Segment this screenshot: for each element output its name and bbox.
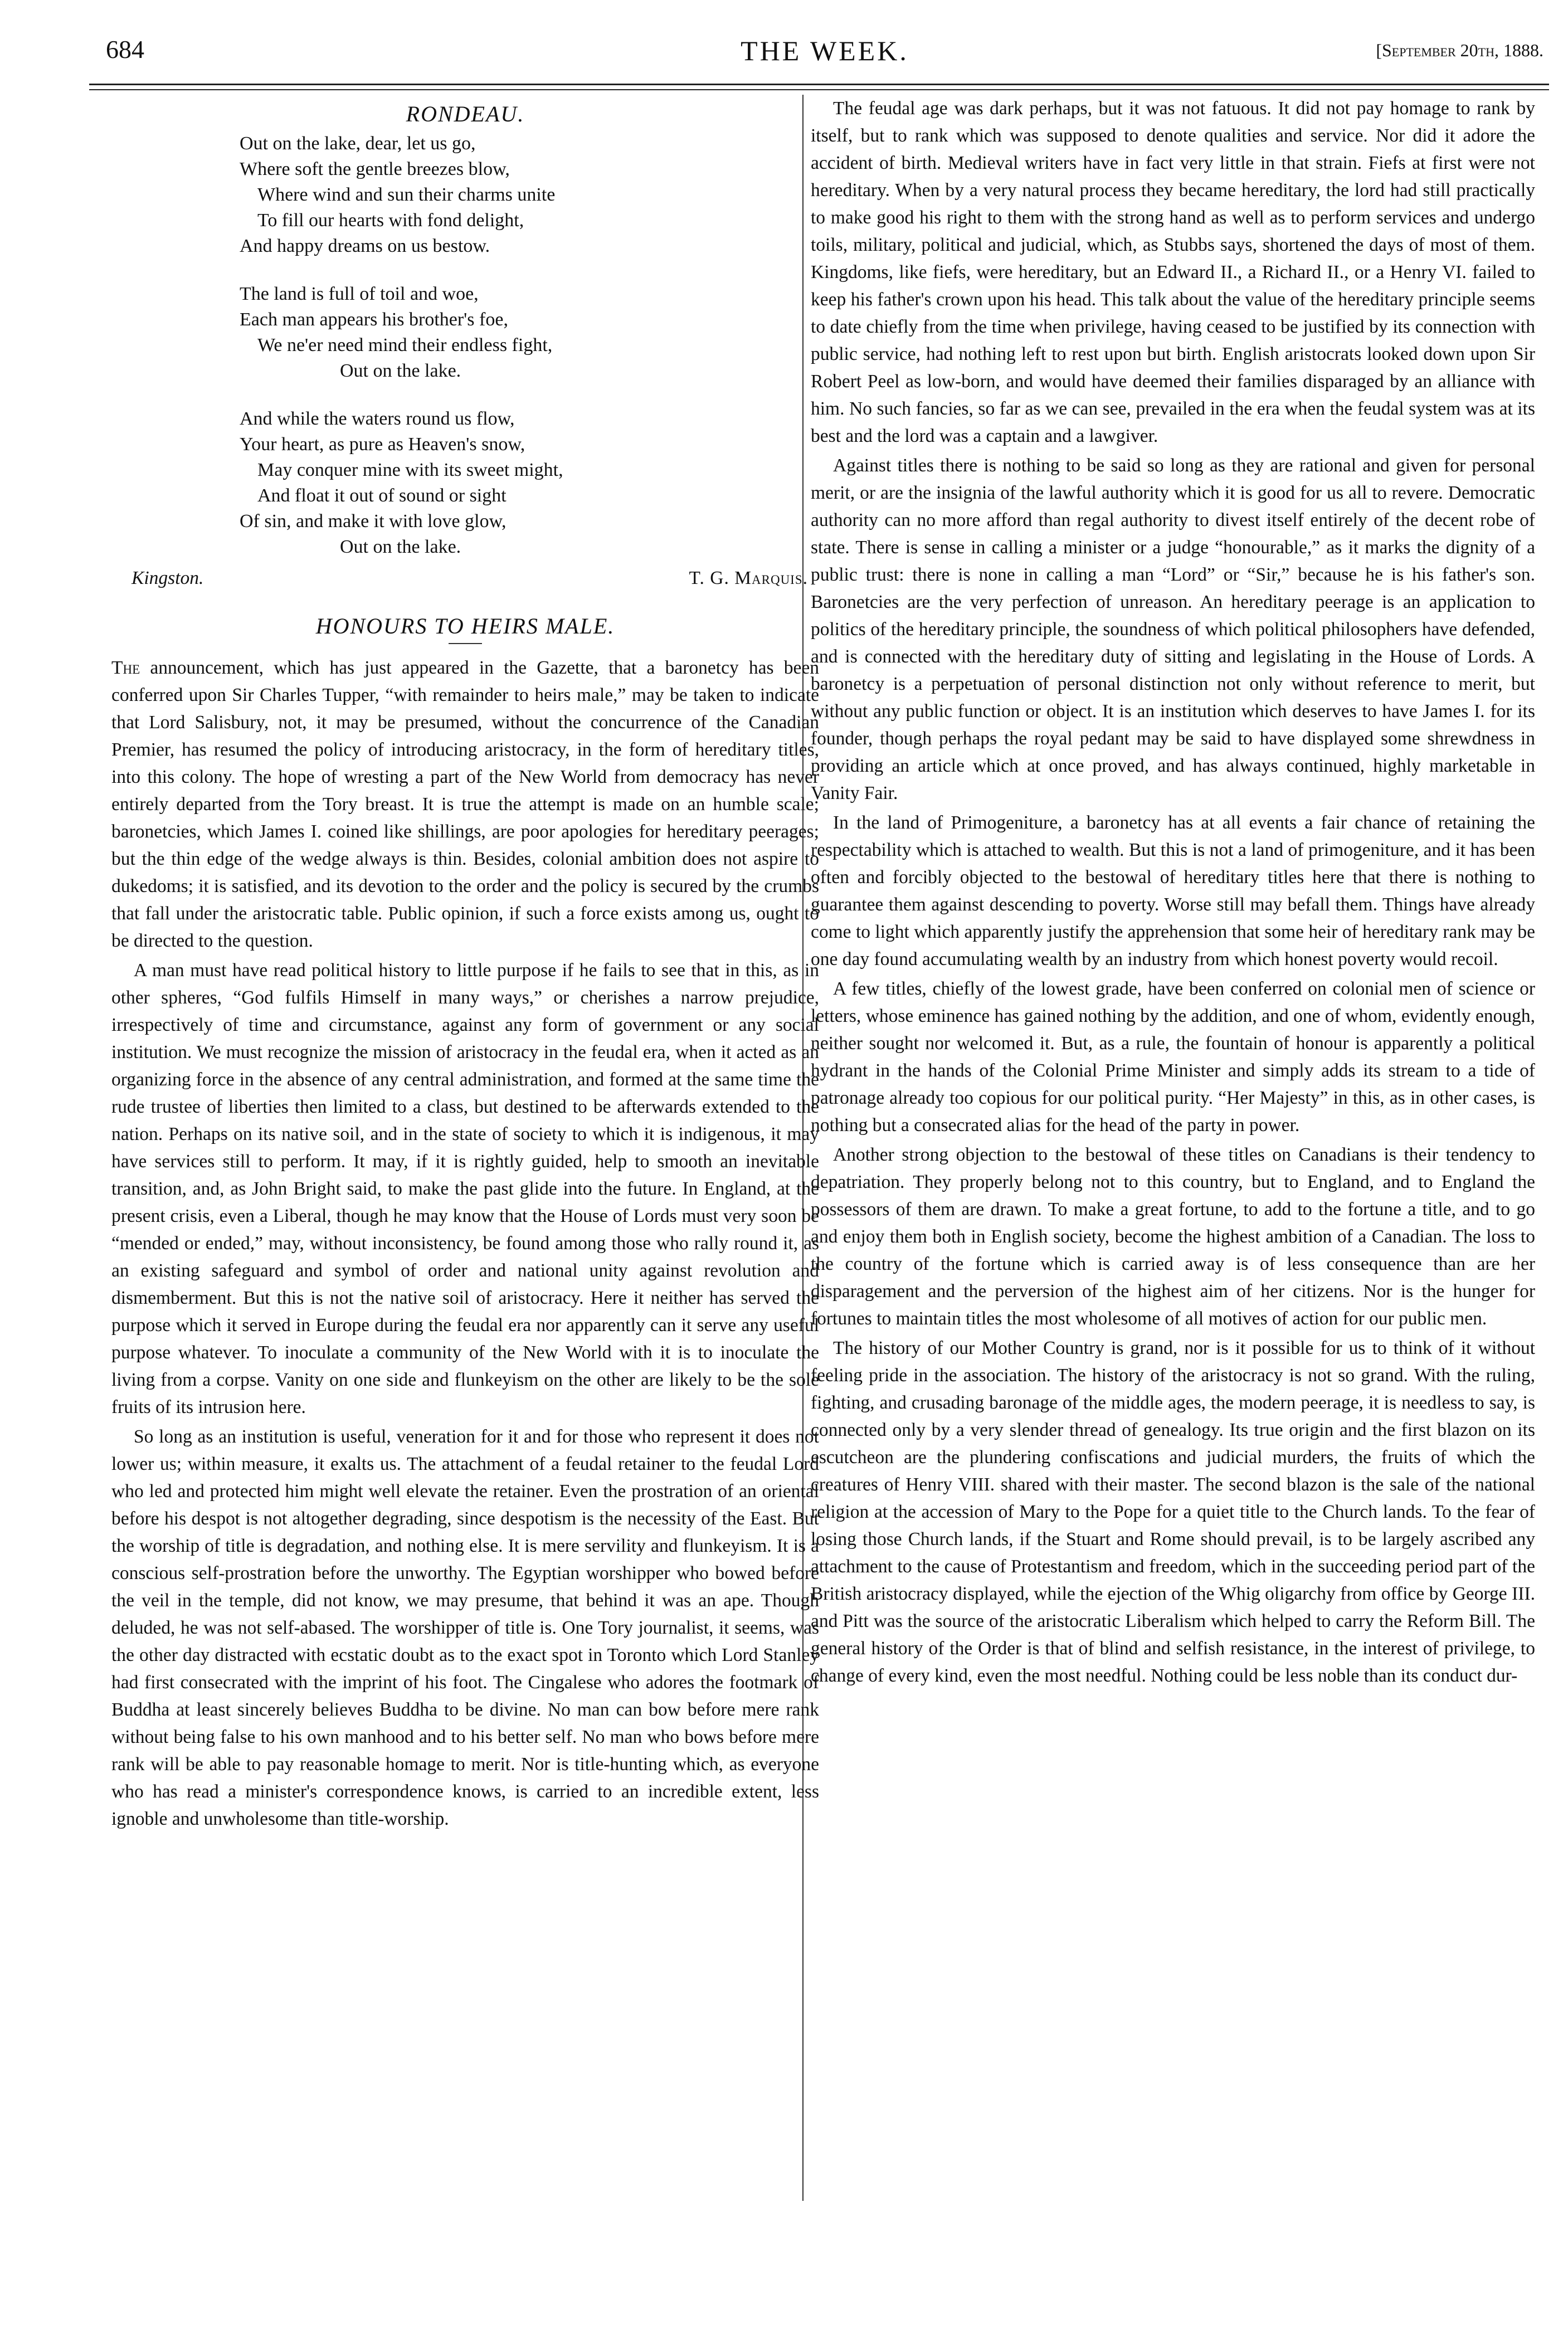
right-column [811, 95, 1535, 1692]
page-number: 684 [106, 35, 144, 64]
issue-date: [September 20th, 1888. [1376, 40, 1543, 60]
publication-title: THE WEEK. [741, 35, 909, 66]
poem-signature [111, 564, 819, 592]
title-rule [449, 643, 482, 644]
article-title: HONOURS TO HEIRS MALE. [315, 613, 615, 639]
poem-stanza [240, 131, 819, 259]
article-paragraph: The feudal age was dark perhaps, but it was not fatuous. It did not pay homage to rank by itself, but to rank which was supposed to denote qualities and service. Nor did it adore the accident of birth. Medieval writers have in fact very little in that strain. Fiefs at first were not hereditary. When by a very natural process they became hereditary, the lord had still practically to make good his right to them with the strong hand as well as to perform services and undergo toils, military, political and judicial, which, as Stubbs says, shortened the days of most of them. Kingdoms, like fiefs, were hereditary, but an Edward II., a Richard II., or a Henry VI. failed to keep his father's crown upon his head. This talk about the value of the hereditary principle seems to date chiefly from the time when privilege, having ceased to be justified by its connection with public service, had nothing left to rest upon but birth. English aristocrats looked down upon Sir Robert Peel as low-born, and would have deemed their families disparaged by an alliance with him. No such fancies, so far as we can see, prevailed in the era when the feudal system was at its best and the lord was a captain and a lawgiver. [811, 98, 1535, 446]
poem-refrain: Out on the lake. [340, 360, 461, 381]
article-paragraph: A man must have read political history to little purpose if he fails to see that in this, as in other spheres, “God fulfils Himself in many ways,” or cherishes a narrow prejudice, irrespectively of time and circumstance, against any form of government or any social institution. We must recognize the mission of aristocracy in the feudal era, when it acted as an organizing force in the absence of any central administration, and formed at the same time the rude trustee of liberties then limited to a class, but destined to be afterwards extended to the nation. Perhaps on its native soil, and in the state of society to which it is indigenous, it may have services still to perform. It may, if it is rightly guided, help to smooth an inevitable transition, and, as John Bright said, to make the past glide into the future. In England, at the present crisis, even a Liberal, though he may know that the House of Lords must very soon be “mended or ended,” may, without inconsistency, be found among those who rally round it, as an existing safeguard and symbol of order and national unity against revolution and dismemberment. But this is not the native soil of aristocracy. Here it neither has served the purpose which it served in Europe during the feudal era nor apparently can it serve any useful purpose whatever. To inoculate a community of the New World with it is to inoculate the living from a corpse. Vanity on one side and flunkeyism on the other are likely to be the sole fruits of its intrusion here. [111, 960, 819, 1417]
poem-line: Out on the lake, dear, let us go, [240, 133, 476, 154]
article-paragraph: Another strong objection to the bestowal of these titles on Canadians is their tendency to depatriation. They properly belong not to this country, but to England, and to England the possessors of them are drawn. To make a great fortune, to add to the fortune a title, and to go and enjoy them both in English society, become the highest ambition of a Canadian. The loss to the country of the fortune which is carried away is of less consequence than are her disparagement and the perversion of the highest aim of her citizens. Nor is the hunger for fortunes to maintain titles the most wholesome of all motives of action for our public men. [811, 1144, 1535, 1329]
poem-line: May conquer mine with its sweet might, [257, 460, 563, 480]
poem-line: The land is full of toil and woe, [240, 284, 479, 304]
poem-title: RONDEAU. [406, 101, 525, 126]
poem-line: Where wind and sun their charms unite [257, 184, 556, 205]
left-column [111, 95, 819, 1835]
poem-line: Of sin, and make it with love glow, [240, 511, 507, 532]
page-header [106, 35, 1543, 68]
poem-line: Where soft the gentle breezes blow, [240, 159, 510, 179]
poem-line: And float it out of sound or sight [257, 485, 507, 506]
first-word: The [111, 657, 140, 678]
header-rule-thin [89, 89, 1549, 90]
article-paragraph: In the land of Primogeniture, a baronetcy has at all events a fair chance of retaining the respectability which is attached to wealth. But this is not a land of primogeniture, and it has been often and forcibly objected to the bestowal of hereditary titles here that there is nothing to guarantee them against descending to poverty. Worse still may befall them. Things have already come to light which apparently justify the apprehension that some heir of hereditary rank may be one day found accumulating wealth by an industry from which honest poverty would recoil. [811, 812, 1535, 969]
poem-line: Each man appears his brother's foe, [240, 309, 508, 330]
article-paragraph: A few titles, chiefly of the lowest grade, have been conferred on colonial men of science or letters, whose eminence has gained nothing by the addition, and one of whom, evidently enough, neither sought nor welcomed it. But, as a rule, the fountain of honour is apparently a political hydrant in the hands of the Colonial Prime Minister and simply adds its stream to a tide of patronage already too copious for our political purity. “Her Majesty” in this, as in other cases, is nothing but a consecrated alias for the head of the party in power. [811, 978, 1535, 1136]
poem-line: And happy dreams on us bestow. [240, 236, 490, 256]
poem-place: Kingston. [132, 568, 204, 588]
poem-line: Your heart, as pure as Heaven's snow, [240, 434, 525, 455]
article-paragraph: The history of our Mother Country is grand, nor is it possible for us to think of it without feeling pride in the association. The history of the aristocracy is not so grand. With the ruling, fighting, and crusading baronage of the middle ages, the modern peerage, it is needless to say, is connected only by a very slender thread of genealogy. Its true origin and the first blazon on its escutcheon are the plundering confiscations and judicial murders, the fruits of which the creatures of Henry VIII. shared with their master. The second blazon is the sale of the national religion at the accession of Mary to the Pope for a quiet title to the Church lands. To the fear of losing those Church lands, if the Stuart and Rome should prevail, is to be largely ascribed any attachment to the cause of Protestantism and freedom, which in the succeeding period part of the British aristocracy displayed, while the ejection of the Whig oligarchy from office by George III. and Pitt was the source of the aristocratic Liberalism which helped to carry the Reform Bill. The general history of the Order is that of blind and selfish resistance, in the interest of privilege, to change of every kind, even the most needful. Nothing could be less noble than its conduct dur- [811, 1338, 1535, 1686]
header-rule [89, 84, 1549, 85]
poem-line: And while the waters round us flow, [240, 408, 515, 429]
poem-stanza [240, 406, 819, 560]
article-paragraph [111, 654, 819, 954]
poem-line: To fill our hearts with fond delight, [257, 210, 524, 231]
poem-body [240, 131, 819, 560]
article-paragraph: Against titles there is nothing to be said so long as they are rational and given for personal merit, or are the insignia of the lawful authority which it is good for us all to revere. Democratic authority can no more afford than regal authority to divest itself entirely of the decent robe of state. There is sense in calling a minister or a judge “honourable,” as it marks the dignity of a public trust: there is none in calling a man “Lord” or “Sir,” because he is his father's son. Baronetcies are the very perfection of unreason. An hereditary peerage is an application to politics of the hereditary principle, the soundness of which political philosophers have defended, and is connected with the hereditary duty of sitting and legislating in the House of Lords. A baronetcy is a perpetuation of personal distinction not only without reference to merit, but without any public function or object. It is an institution which deserves to have James I. for its founder, though perhaps the royal pedant may be said to have displayed some shrewdness in providing an article which at once proved, and has always continued, highly marketable in Vanity Fair. [811, 455, 1535, 803]
poem-stanza [240, 281, 819, 384]
poem-author: T. G. Marquis. [689, 568, 808, 588]
article-paragraph: So long as an institution is useful, veneration for it and for those who represent it does not lower us; within measure, it exalts us. The attachment of a feudal retainer to the feudal Lord who led and protected him might well elevate the retainer. Even the prostration of an oriental before his despot is not altogether degrading, since despotism is the necessity of the East. But the worship of title is degradation, and nothing else. It is mere servility and flunkeyism. It is a conscious self-prostration before the unworthy. The Egyptian worshipper who bowed before the veil in the temple, did not know, we may presume, that behind it was an ape. Though deluded, he was not self-abased. The worshipper of title is. One Tory journalist, it seems, was the other day distracted with ecstatic doubt as to the exact spot in Toronto which Lord Stanley had first consecrated with the imprint of his foot. The Cingalese who adores the footmark of Buddha at least sincerely believes Buddha to be divine. No man can bow before mere rank without being false to his own manhood and to his better self. No man who bows before mere rank will be able to pay reasonable homage to merit. Nor is title-hunting which, as everyone who has read a minister's correspondence knows, is carried to an incredible extent, less ignoble and unwholesome than title-worship. [111, 1426, 819, 1829]
poem-refrain: Out on the lake. [340, 537, 461, 557]
poem-line: We ne'er need mind their endless fight, [257, 335, 553, 355]
paragraph-text: announcement, which has just appeared in the Gazette, that a baronetcy has been conferred upon Sir Charles Tupper, “with remainder to heirs male,” may be taken to indicate that Lord Salisbury, not, it may be presumed, without the concurrence of the Canadian Premier, has resumed the policy of introducing aristocracy, in the form of hereditary titles, into this colony. The hope of wresting a part of the New World from democracy has never entirely departed from the Tory breast. It is true the attempt is made on an humble scale; baronetcies, which James I. coined like shillings, are poor apologies for hereditary peerages; but the thin edge of the wedge always is thin. Besides, colonial ambition does not aspire to dukedoms; it is satisfied, and its devotion to the order and the policy is secured by the crumbs that fall under the aristocratic table. Public opinion, if such a force exists among us, ought to be directed to the question. [111, 657, 819, 951]
